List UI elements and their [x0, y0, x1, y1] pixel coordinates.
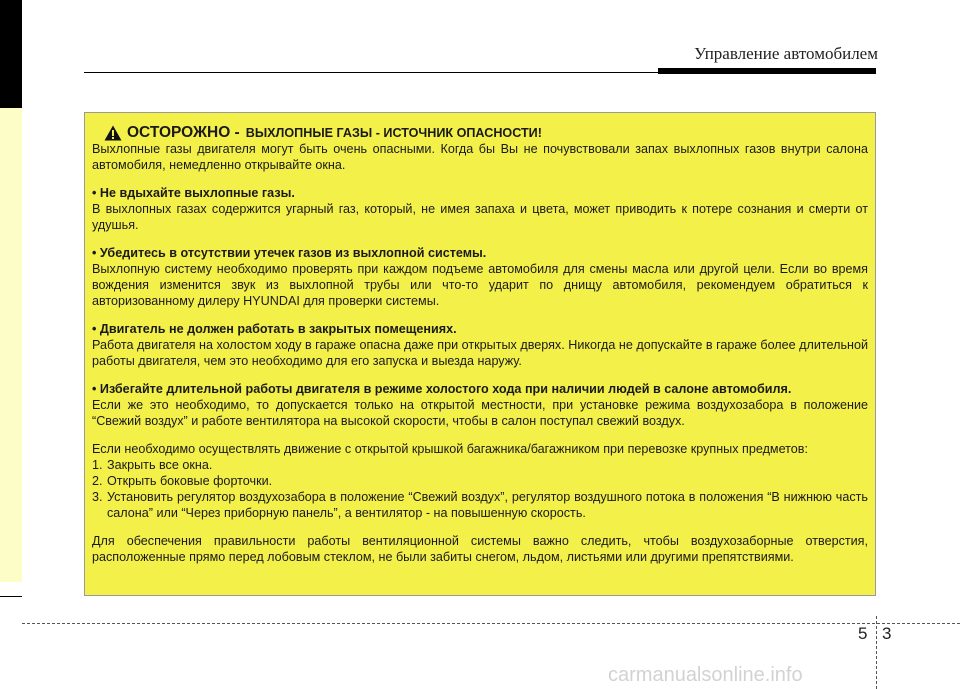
warning-box — [84, 112, 876, 596]
list-item — [92, 473, 868, 489]
warning-triangle-icon — [104, 125, 122, 141]
warning-intro: Выхлопные газы двигателя могут быть очень опасными. Когда бы Вы не почувствовали запах выхлопных газов внутри салона автомобиля, немедленно открывайте окна. — [92, 142, 868, 172]
section-heading: • Избегайте длительной работы двигателя в режиме холостого хода при наличии людей в салоне автомобиля. — [92, 382, 792, 396]
side-tab-rule — [0, 596, 22, 597]
side-tab-black — [0, 0, 22, 108]
footer-rule — [22, 623, 960, 624]
closing-paragraph: Для обеспечения правильности работы вентиляционной системы важно следить, чтобы воздухозаборные отверстия, расположенные прямо перед лобовым стеклом, не были забиты снегом, льдом, листьями или другими препятствиями. — [92, 534, 868, 564]
list-item-text: Установить регулятор воздухозабора в положение “Свежий воздух”, регулятор воздушного потока в положения “В нижнюю часть салона” или “Через приборную панель”, а вентилятор - на повышенную скорость. — [107, 490, 868, 520]
side-tab-yellow — [0, 108, 22, 582]
header-rule — [84, 72, 658, 73]
list-item-number: 1. — [92, 458, 103, 472]
section-number: 5 — [858, 624, 868, 643]
section-body: Если же это необходимо, то допускается только на открытой местности, при установке режима воздухозабора в положение “Свежий воздух” и работе вентилятора на высокой скорости, чтобы в салон поступал свежий воздух. — [92, 398, 868, 428]
list-item-number: 2. — [92, 474, 103, 488]
list-item — [92, 457, 868, 473]
list-item-text: Открыть боковые форточки. — [107, 474, 273, 488]
warning-title — [92, 125, 868, 141]
warning-title-main: ОСТОРОЖНО - — [127, 124, 240, 141]
list-item-text: Закрыть все окна. — [107, 458, 213, 472]
section-heading: • Не вдыхайте выхлопные газы. — [92, 186, 295, 200]
list-item — [92, 489, 868, 521]
section-heading: • Убедитесь в отсутствии утечек газов из выхлопной системы. — [92, 246, 487, 260]
watermark-text: carmanualsonline.info — [608, 664, 803, 686]
page-header-title: Управление автомобилем — [694, 44, 878, 63]
section-heading: • Двигатель не должен работать в закрытых помещениях. — [92, 322, 457, 336]
section-body: Выхлопную систему необходимо проверять при каждом подъеме автомобиля для смены масла или другой цели. Если во время вождения изменится звук из выхлопной трубы или что-то ударит по днищу автомобиля, рекомендуем обратиться к авторизованному дилеру HYUNDAI для проверки системы. — [92, 262, 868, 308]
section-body: Работа двигателя на холостом ходу в гараже опасна даже при открытых дверях. Никогда не допускайте в гараже более длительной работы двигателя, чем это необходимо для его запуска и выезда наружу. — [92, 338, 869, 368]
header-bar — [658, 68, 876, 74]
page-number-divider — [876, 616, 877, 689]
list-item-number: 3. — [92, 490, 103, 504]
section-body: В выхлопных газах содержится угарный газ, который, не имея запаха и цвета, может приводить к потере сознания и смерти от удушья. — [92, 202, 868, 232]
page-number: 3 — [882, 624, 892, 643]
transport-intro: Если необходимо осуществлять движение с открытой крышкой багажника/багажником при перевозке крупных предметов: — [92, 442, 808, 456]
warning-title-sub: ВЫХЛОПНЫЕ ГАЗЫ - ИСТОЧНИК ОПАСНОСТИ! — [245, 126, 542, 140]
